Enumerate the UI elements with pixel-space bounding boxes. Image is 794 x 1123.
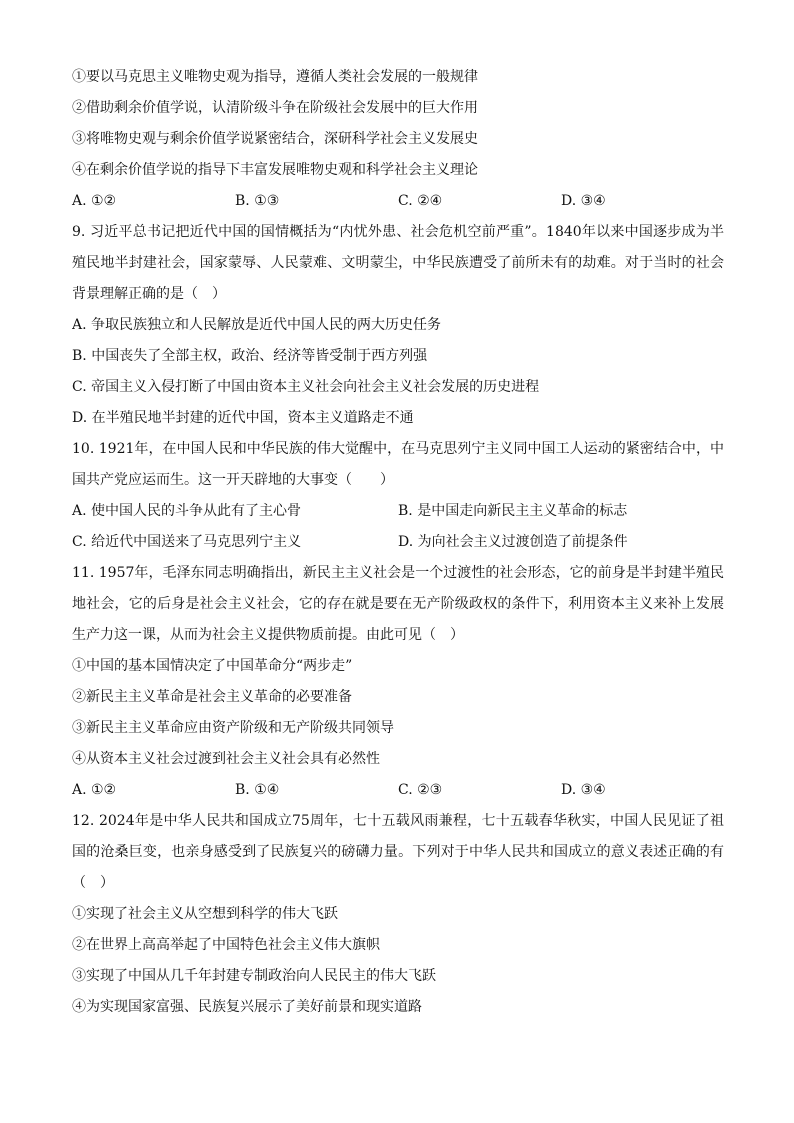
option-a: A. 争取民族独立和人民解放是近代中国人民的两大历史任务 [72, 317, 442, 333]
answer-options [72, 775, 724, 806]
question-stem: 9. 习近平总书记把近代中国的国情概括为“内忧外患、社会危机空前严重”。1840年以来中国逐步成为半殖民地半封建社会，国家蒙辱、人民蒙难、文明蒙尘，中华民族遭受了前所未有的劫难。对于当时的社会背景理解正确的是（ ） [72, 224, 724, 302]
question-8 [72, 62, 724, 217]
option-a: A. ①② [72, 193, 117, 209]
option-d: D. ③④ [561, 193, 606, 209]
answer-options-row [72, 527, 724, 558]
statement-item: ③新民主主义革命应由资产阶级和无产阶级共同领导 [72, 720, 394, 736]
option-d: D. 在半殖民地半封建的近代中国，资本主义道路走不通 [72, 410, 414, 426]
statement-item: ①实现了社会主义从空想到科学的伟大飞跃 [72, 906, 338, 922]
statement-item: ③实现了中国从几千年封建专制政治向人民民主的伟大飞跃 [72, 968, 436, 984]
option-d: D. 为向社会主义过渡创造了前提条件 [398, 534, 628, 550]
statement-item: ②借助剩余价值学说，认清阶级斗争在阶级社会发展中的巨大作用 [72, 100, 478, 116]
question-10 [72, 434, 724, 558]
option-c: C. 帝国主义入侵打断了中国由资本主义社会向社会主义社会发展的历史进程 [72, 379, 540, 395]
question-stem: 11. 1957年，毛泽东同志明确指出，新民主主义社会是一个过渡性的社会形态，它的前身是半封建半殖民地社会，它的后身是社会主义社会，它的存在就是要在无产阶级政权的条件下，利用资本主义来补上发展生产力这一课，从而为社会主义提供物质前提。由此可见（ ） [72, 565, 724, 643]
answer-options-row [72, 496, 724, 527]
statement-item: ②在世界上高高举起了中国特色社会主义伟大旗帜 [72, 937, 380, 953]
statement-item: ③将唯物史观与剩余价值学说紧密结合，深研科学社会主义发展史 [72, 131, 478, 147]
option-b: B. ①③ [235, 193, 280, 209]
question-stem: 12. 2024年是中华人民共和国成立75周年，七十五载风雨兼程，七十五载春华秋实，中国人民见证了祖国的沧桑巨变，也亲身感受到了民族复兴的磅礴力量。下列对于中华人民共和国成立的意义表述正确的有（ ） [72, 813, 724, 891]
statement-item: ④在剩余价值学说的指导下丰富发展唯物史观和科学社会主义理论 [72, 162, 478, 178]
option-c: C. 给近代中国送来了马克思列宁主义 [72, 534, 302, 550]
option-b: B. 中国丧失了全部主权，政治、经济等皆受制于西方列强 [72, 348, 428, 364]
option-c: C. ②③ [398, 782, 443, 798]
option-a: A. ①② [72, 782, 117, 798]
question-12 [72, 806, 724, 1023]
statement-item: ②新民主主义革命是社会主义革命的必要准备 [72, 689, 352, 705]
statement-item: ①中国的基本国情决定了中国革命分“两步走” [72, 658, 353, 674]
answer-options [72, 186, 724, 217]
question-11 [72, 558, 724, 806]
question-stem: 10. 1921年，在中国人民和中华民族的伟大觉醒中，在马克思列宁主义同中国工人运动的紧密结合中，中国共产党应运而生。这一开天辟地的大事变（ ） [72, 441, 724, 488]
option-b: B. 是中国走向新民主主义革命的标志 [398, 503, 628, 519]
statement-item: ①要以马克思主义唯物史观为指导，遵循人类社会发展的一般规律 [72, 69, 478, 85]
exam-page [72, 62, 724, 1023]
option-d: D. ③④ [561, 782, 606, 798]
option-b: B. ①④ [235, 782, 280, 798]
option-a: A. 使中国人民的斗争从此有了主心骨 [72, 503, 302, 519]
question-9 [72, 217, 724, 434]
statement-item: ④为实现国家富强、民族复兴展示了美好前景和现实道路 [72, 999, 422, 1015]
statement-item: ④从资本主义社会过渡到社会主义社会具有必然性 [72, 751, 380, 767]
option-c: C. ②④ [398, 193, 443, 209]
